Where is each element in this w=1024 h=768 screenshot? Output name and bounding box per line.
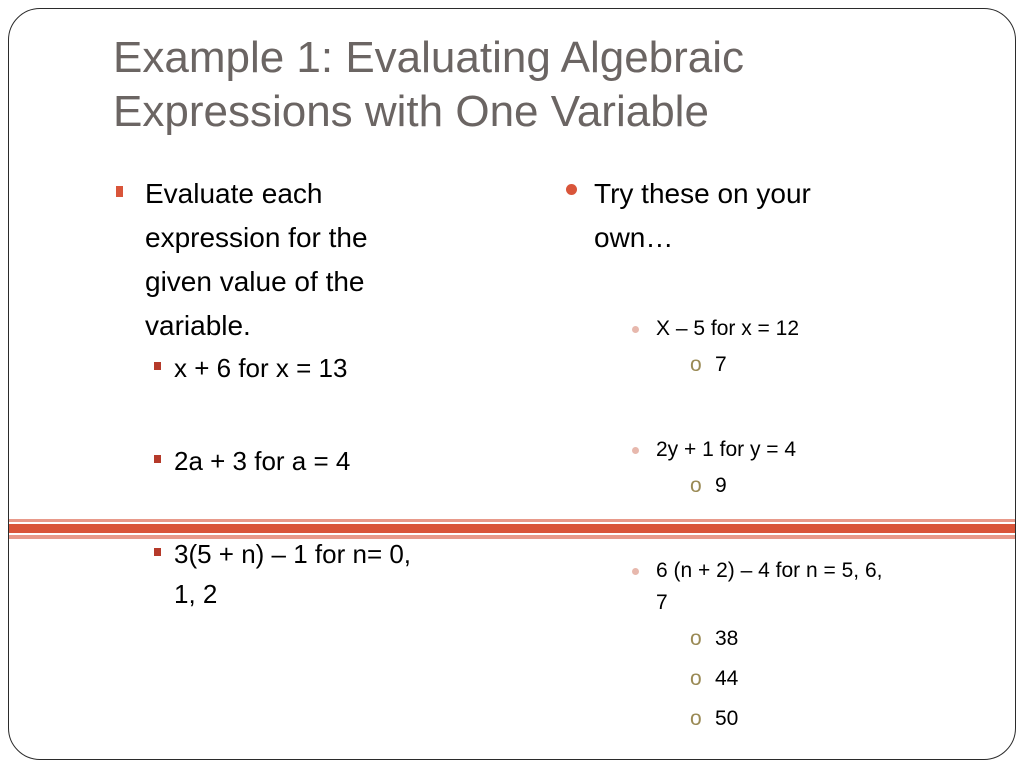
left-item-text: 2a + 3 for a = 4: [174, 446, 351, 476]
answer-marker: o: [690, 707, 702, 730]
problem-text: 7: [656, 591, 668, 614]
answer-text: 44: [715, 667, 739, 690]
title-line-2: Expressions with One Variable: [113, 87, 709, 136]
answer-text: 38: [715, 627, 739, 650]
small-round-bullet-icon: [632, 568, 639, 575]
right-column: [566, 172, 986, 739]
round-bullet-icon: [566, 184, 577, 195]
problem-2: [632, 434, 986, 466]
right-intro-line: own…: [594, 222, 674, 253]
problem-text: 2y + 1 for y = 4: [656, 438, 797, 461]
left-item-1: [154, 348, 516, 388]
left-intro-bullet: [116, 172, 516, 348]
answer-item: [690, 619, 986, 659]
square-bullet-icon: [154, 455, 161, 463]
left-item-text: x + 6 for x = 13: [174, 353, 348, 383]
small-round-bullet-icon: [632, 447, 639, 454]
title-line-1: Example 1: Evaluating Algebraic: [113, 33, 745, 82]
slide-title: [113, 31, 913, 139]
answer-item: [690, 345, 986, 385]
answer-text: 9: [715, 474, 727, 497]
left-item-text: 3(5 + n) – 1 for n= 0,: [174, 539, 412, 569]
right-intro-bullet: [566, 172, 986, 260]
square-bullet-icon: [154, 362, 161, 370]
answer-item: [690, 699, 986, 739]
answer-text: 7: [715, 353, 727, 376]
problem-3: [632, 555, 986, 619]
left-column: [116, 172, 516, 614]
square-bullet-icon: [154, 548, 161, 556]
left-intro-line: given value of the: [145, 266, 365, 297]
problem-text: X – 5 for x = 12: [656, 317, 800, 340]
left-intro-line: Evaluate each: [145, 178, 323, 209]
left-item-text: 1, 2: [174, 579, 218, 609]
answer-marker: o: [690, 667, 702, 690]
answer-text: 50: [715, 707, 739, 730]
answer-marker: o: [690, 474, 702, 497]
left-intro-line: expression for the: [145, 222, 368, 253]
small-round-bullet-icon: [632, 326, 639, 333]
problem-1: [632, 313, 986, 345]
left-intro-line: variable.: [145, 310, 251, 341]
problem-text: 6 (n + 2) – 4 for n = 5, 6,: [656, 559, 883, 582]
answer-marker: o: [690, 353, 702, 376]
answer-item: [690, 466, 986, 506]
square-bullet-icon: [116, 186, 123, 197]
left-item-3: [154, 534, 516, 614]
right-intro-line: Try these on your: [594, 178, 811, 209]
answer-marker: o: [690, 627, 702, 650]
left-item-2: [154, 441, 516, 481]
answer-item: [690, 659, 986, 699]
